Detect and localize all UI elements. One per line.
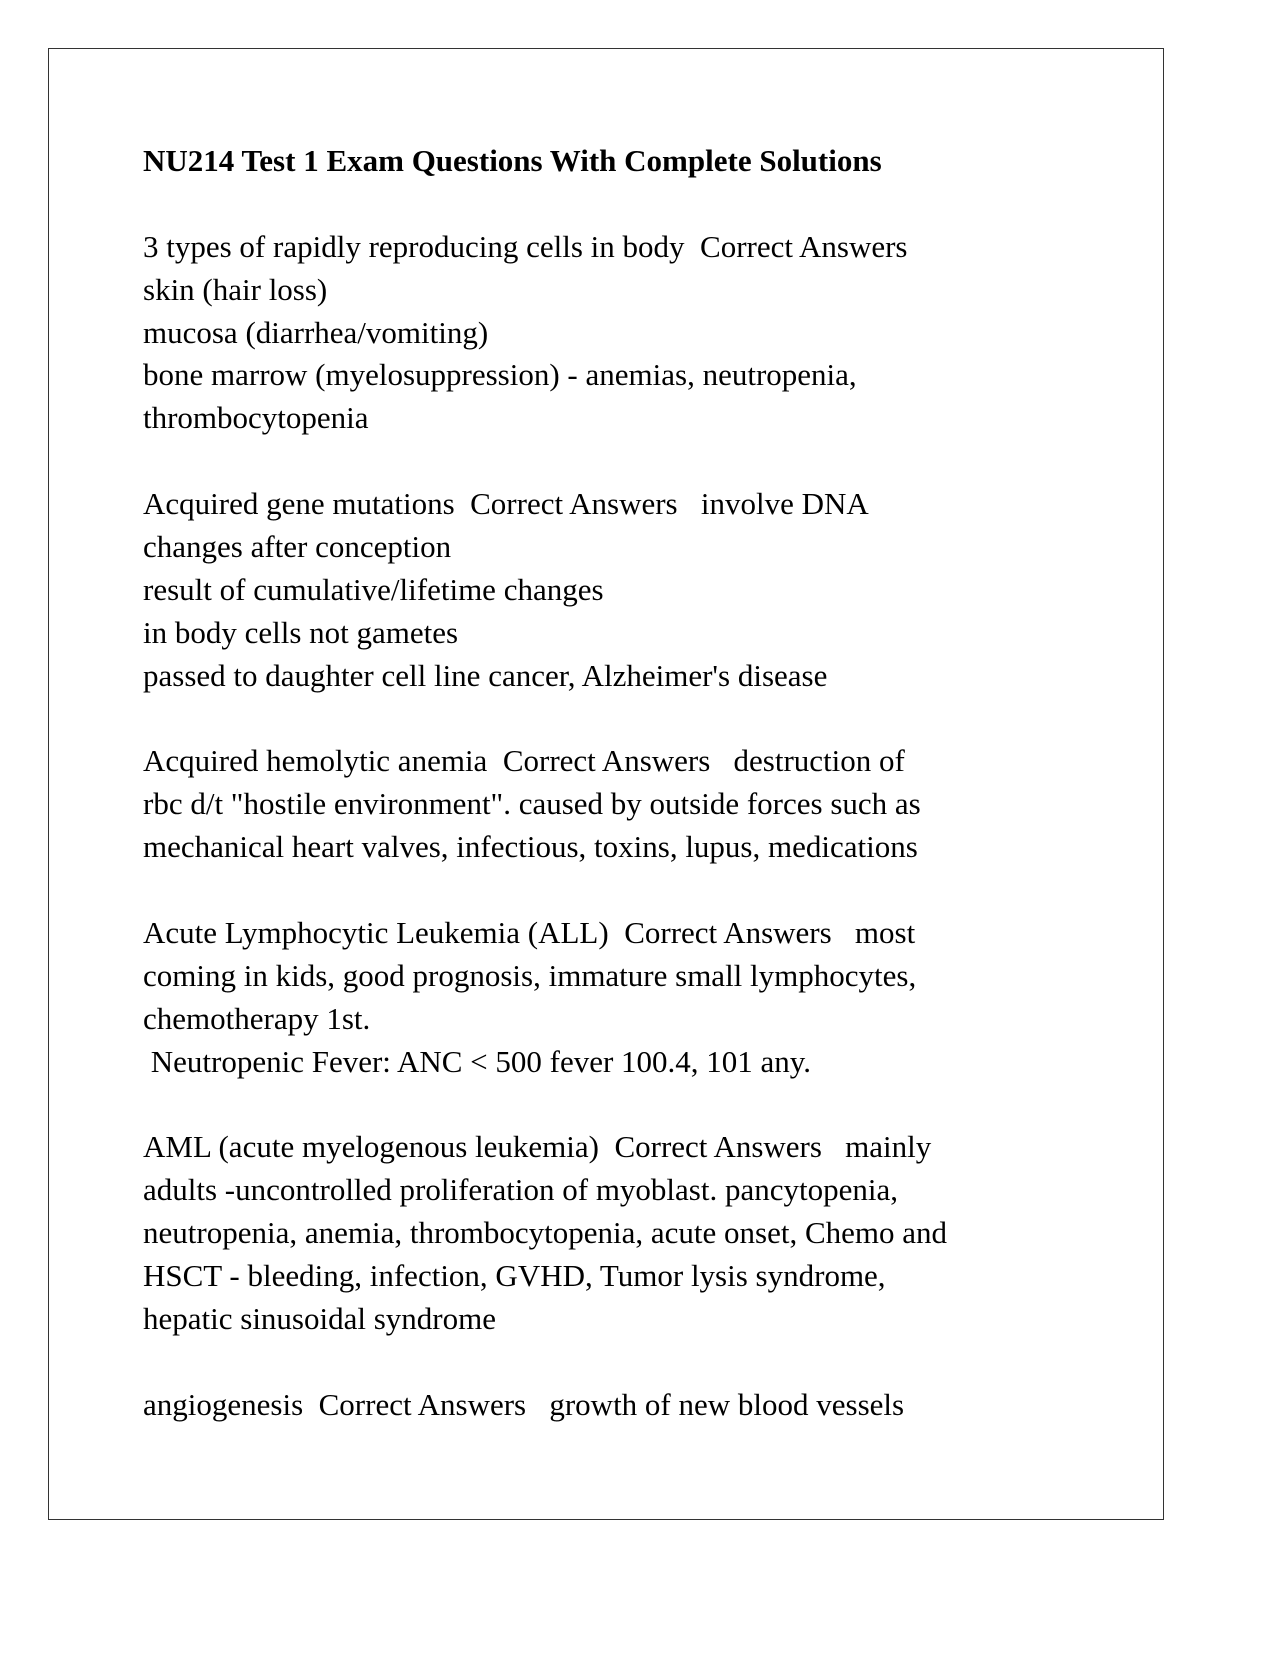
entry-line: 3 types of rapidly reproducing cells in body Correct Answers	[143, 228, 908, 264]
entry-line: changes after conception	[143, 529, 452, 565]
entry-line: Acute Lymphocytic Leukemia (ALL) Correct Answers most	[143, 915, 916, 951]
blank-line	[143, 183, 1143, 226]
entry-line: angiogenesis Correct Answers growth of new blood vessels	[143, 1386, 905, 1422]
entry-line: adults -uncontrolled proliferation of myoblast. pancytopenia,	[143, 1172, 898, 1208]
entry-line: Neutropenic Fever: ANC < 500 fever 100.4, 101 any.	[143, 1043, 812, 1079]
entry-line: HSCT - bleeding, infection, GVHD, Tumor lysis syndrome,	[143, 1258, 886, 1294]
qa-entry	[143, 1384, 1143, 1427]
entry-line: rbc d/t "hostile environment". caused by outside forces such as	[143, 786, 921, 822]
entry-line: neutropenia, anemia, thrombocytopenia, acute onset, Chemo and	[143, 1215, 948, 1251]
entry-line: Acquired hemolytic anemia Correct Answers destruction of	[143, 743, 905, 779]
blank-line	[143, 869, 1143, 912]
blank-line	[143, 1341, 1143, 1384]
qa-entry	[143, 1126, 1143, 1340]
qa-entry	[143, 912, 1143, 1084]
blank-line	[143, 440, 1143, 483]
document-content	[143, 140, 1143, 1427]
entry-line: result of cumulative/lifetime changes	[143, 571, 604, 607]
blank-line	[143, 1084, 1143, 1127]
document-title: NU214 Test 1 Exam Questions With Complete Solutions	[143, 143, 882, 178]
qa-entry	[143, 226, 1143, 440]
entry-line: coming in kids, good prognosis, immature small lymphocytes,	[143, 957, 917, 993]
entry-line: thrombocytopenia	[143, 400, 369, 436]
entry-line: chemotherapy 1st.	[143, 1000, 371, 1036]
entry-line: in body cells not gametes	[143, 614, 459, 650]
entry-line: Acquired gene mutations Correct Answers involve DNA	[143, 486, 869, 522]
entry-line: mechanical heart valves, infectious, toxins, lupus, medications	[143, 829, 918, 865]
entry-line: mucosa (diarrhea/vomiting)	[143, 314, 489, 350]
qa-entry	[143, 740, 1143, 869]
qa-entry	[143, 483, 1143, 697]
entry-line: passed to daughter cell line cancer, Alzheimer's disease	[143, 657, 828, 693]
blank-line	[143, 698, 1143, 741]
entry-line: bone marrow (myelosuppression) - anemias, neutropenia,	[143, 357, 857, 393]
entry-line: AML (acute myelogenous leukemia) Correct Answers mainly	[143, 1129, 932, 1165]
entry-line: hepatic sinusoidal syndrome	[143, 1301, 496, 1337]
entry-line: skin (hair loss)	[143, 271, 328, 307]
